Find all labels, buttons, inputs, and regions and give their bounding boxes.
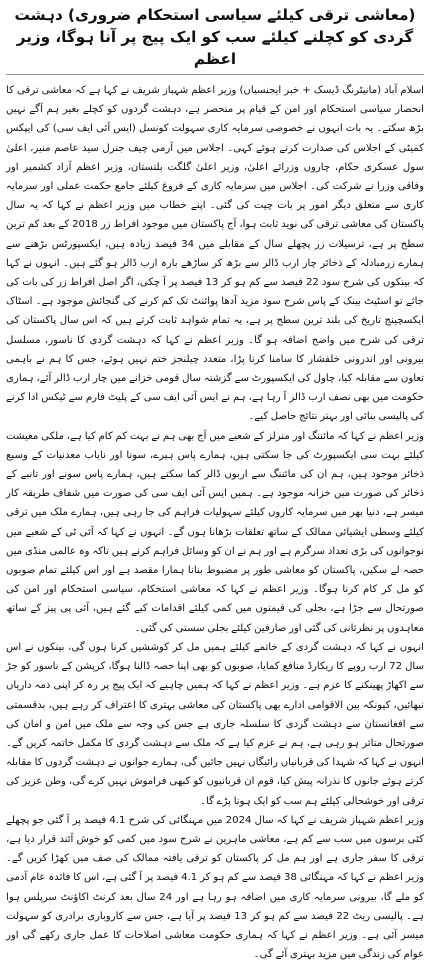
article-headline: (معاشی ترقی کیلئے سیاسی استحکام ضروری) دہشت گردی کو کچلنے کیلئے سب کو ایک پیج پر آنا ہوگا، وزیر اعظم bbox=[6, 4, 424, 75]
article-paragraph-2: وزیر اعظم نے کہا کہ مائننگ اور منرلز کے شعبے میں آج بھی ہم نے بہت کم کام کیا ہے، ملکی معیشت کیلئے بہت سی ایکسپورٹ کی جا سکتی ہیں، ہمارے پاس ہیرے، سونا اور نایاب معدنیات کے وسیع ذخائر موجود ہیں، ہم ان کی مائننگ سے اربوں ڈالر کما سکتے ہیں، ہمارے پاس سونے اور تانبے کے ذخائر کی صورت میں خزانہ موجود ہے۔ ہمیں ایس آئی ایف سی کی صورت میں شفاف طریقہ کار میسر ہے، دنیا بھر میں سرمایہ کاروں کیلئے سہولیات فراہم کی جا رہی ہیں، ہمارے ملک میں ترقی کیلئے وسطی ایشیائی ممالک کے ساتھ تعلقات بڑھانا ہوں گے۔ انہوں نے کہا کہ آئی ٹی کے شعبے میں نوجوانوں کی بڑی تعداد سرگرم ہے اور ہم نے ان کو وسائل فراہم کرنے ہیں تاکہ وہ عالمی منڈی میں حصہ لے سکیں، پاکستان کو معاشی طور پر مضبوط بنانا ہمارا مقصد ہے اور اس کیلئے تمام صوبوں کو مل کر کام کرنا ہوگا۔ وزیر اعظم نے کہا کہ معاشی استحکام، سیاسی استحکام اور امن کی صورتحال سے جڑا ہے، بجلی کی قیمتوں میں کمی کیلئے اقدامات کیے گئے ہیں، آئی پی پیز کے ساتھ معاہدوں پر نظرثانی کی گئی اور صارفین کیلئے بجلی سستی کی گئی۔ bbox=[6, 430, 424, 634]
article-paragraph-3: انہوں نے کہا کہ دہشت گردی کے خاتمے کیلئے ہمیں مل کر کوششیں کرنا ہوں گی، بینکوں نے اس سال 72 ارب روپے کا ریکارڈ منافع کمایا، صوبوں کو بھی اپنا حصہ ڈالنا ہوگا، کرپشن کے ناسور کو جڑ سے اکھاڑ پھینکنے کا عزم ہے۔ وزیر اعظم نے کہا کہ ہمیں چاہیے کہ ایک پیج پر رہ کر اپنی ذمہ داریاں نبھائیں، کیونکہ بین الاقوامی ادارے بھی پاکستان کی معاشی بہتری کا اعتراف کر رہے ہیں، بدقسمتی سے افغانستان سے دہشت گردی کا سلسلہ جاری ہے جس کی وجہ سے ملک میں امن و امان کی صورتحال متاثر ہو رہی ہے، ہم نے عزم کیا ہے کہ ملک سے دہشت گردی کا مکمل خاتمہ کریں گے۔ انہوں نے کہا کہ شہدا کی قربانیاں رائیگاں نہیں جائیں گی، ہمارے جوانوں نے دہشت گردوں کا مقابلہ کرتے ہوئے جانوں کا نذرانہ پیش کیا، قوم ان قربانیوں کو کبھی فراموش نہیں کرے گی، وطن عزیز کی ترقی اور خوشحالی کیلئے ہم سب کو ایک ہونا پڑے گا۔ bbox=[6, 641, 424, 807]
article-paragraph-1: اسلام آباد (مانیٹرنگ ڈیسک + خبر ایجنسیاں) وزیر اعظم شہباز شریف نے کہا ہے کہ معاشی ترقی کا انحصار سیاسی استحکام اور امن کے قیام پر منحصر ہے، دہشت گردوں کو کچلے بغیر ہم آگے نہیں بڑھ سکتے۔ یہ بات انہوں نے خصوصی سرمایہ کاری سہولت کونسل (ایس آئی ایف سی) کی ایپکس کمیٹی کے اجلاس کی صدارت کرتے ہوئے کہی۔ اجلاس میں آرمی چیف جنرل سید عاصم منیر، اعلیٰ سول عسکری حکام، چاروں وزرائے اعلیٰ، وزیر اعلیٰ گلگت بلتستان، وزیر اعظم آزاد کشمیر اور وفاقی وزرا نے شرکت کی۔ اجلاس میں سرمایہ کاری کے فروغ کیلئے جامع حکمت عملی اور سرمایہ کاری سے متعلق دیگر امور پر بات چیت کی گئی۔ اپنے خطاب میں وزیر اعظم نے کہا کہ یہ سال پاکستان کی معاشی ترقی کی نوید ثابت ہوا، آج پاکستان میں موجود افراط زر 2018 کے بعد کم ترین سطح پر ہے، ترسیلات زر پچھلے سال کے مقابلے میں 34 فیصد زیادہ ہیں، ایکسپورٹس بڑھنے سے ہمارے زرمبادلہ کے ذخائر چار ارب ڈالر سے بڑھ کر ساڑھے بارہ ارب ڈالر ہو گئے ہیں۔ انہوں نے کہا کہ بینکوں کی شرح سود 22 فیصد سے کم ہو کر 13 فیصد پر آ چکی، اگر اصل افراط زر کی بات کی جائے تو اسٹیٹ بینک کے پاس شرح سود مزید آدھا پوائنٹ تک کم کرنے کی گنجائش موجود ہے۔ اسٹاک ایکسچینج تاریخ کی بلند ترین سطح پر ہے، یہ تمام شواہد ثابت کرتے ہیں کہ اس سال پاکستان کی ترقی کی شرح میں واضح اضافہ ہو گا۔ وزیر اعظم نے کہا کہ دہشت گردی کا ناسور، مسلسل بیرونی اور اندرونی خلفشار کا سامنا کرنا پڑا، متعدد چیلنجز ختم نہیں ہوئے، جس کا ہم نے باہمی تعاون سے مقابلہ کیا، چاول کی ایکسپورٹ سے گزشتہ سال قومی خزانے میں چار ارب ڈالر آئے، ہماری حکومت میں بھی نصف ارب ڈالر آ رہا ہے، ہم نے ایس آئی ایف سی کے پلیٹ فارم سے ٹیکس ادا کرنے کی پالیسی بنائی اور بہتر نتائج حاصل کیے۔ bbox=[6, 85, 424, 423]
article-paragraph-4: وزیر اعظم شہباز شریف نے کہا کہ سال 2024 میں مہنگائی کی شرح 4.1 فیصد پر آ گئی جو پچھلے کئی برسوں میں سب سے کم ہے، معاشی ماہرین نے شرح سود میں کمی کو خوش آئند قرار دیا ہے، ترقی کا سفر جاری ہے اور ہم مل کر پاکستان کو ترقی یافتہ ممالک کی صف میں کھڑا کریں گے۔ وزیر اعظم نے کہا کہ مہنگائی 38 فیصد سے کم ہو کر 4.1 فیصد پر آ گئی ہے، اس کا فائدہ عام آدمی کو ملے گا، بیرونی سرمایہ کاری میں اضافہ ہو رہا ہے اور 24 سال بعد کرنٹ اکاؤنٹ سرپلس ہوا ہے۔ پالیسی ریٹ 22 فیصد سے کم ہو کر 13 فیصد پر آیا ہے، جس سے کاروباری برادری کو سہولت میسر آئی ہے۔ وزیر اعظم نے کہا کہ ہماری حکومت معاشی اصلاحات کا عمل جاری رکھے گی اور عوام کی زندگی میں مزید بہتری آئے گی۔ bbox=[6, 814, 424, 961]
article-body bbox=[6, 81, 424, 964]
